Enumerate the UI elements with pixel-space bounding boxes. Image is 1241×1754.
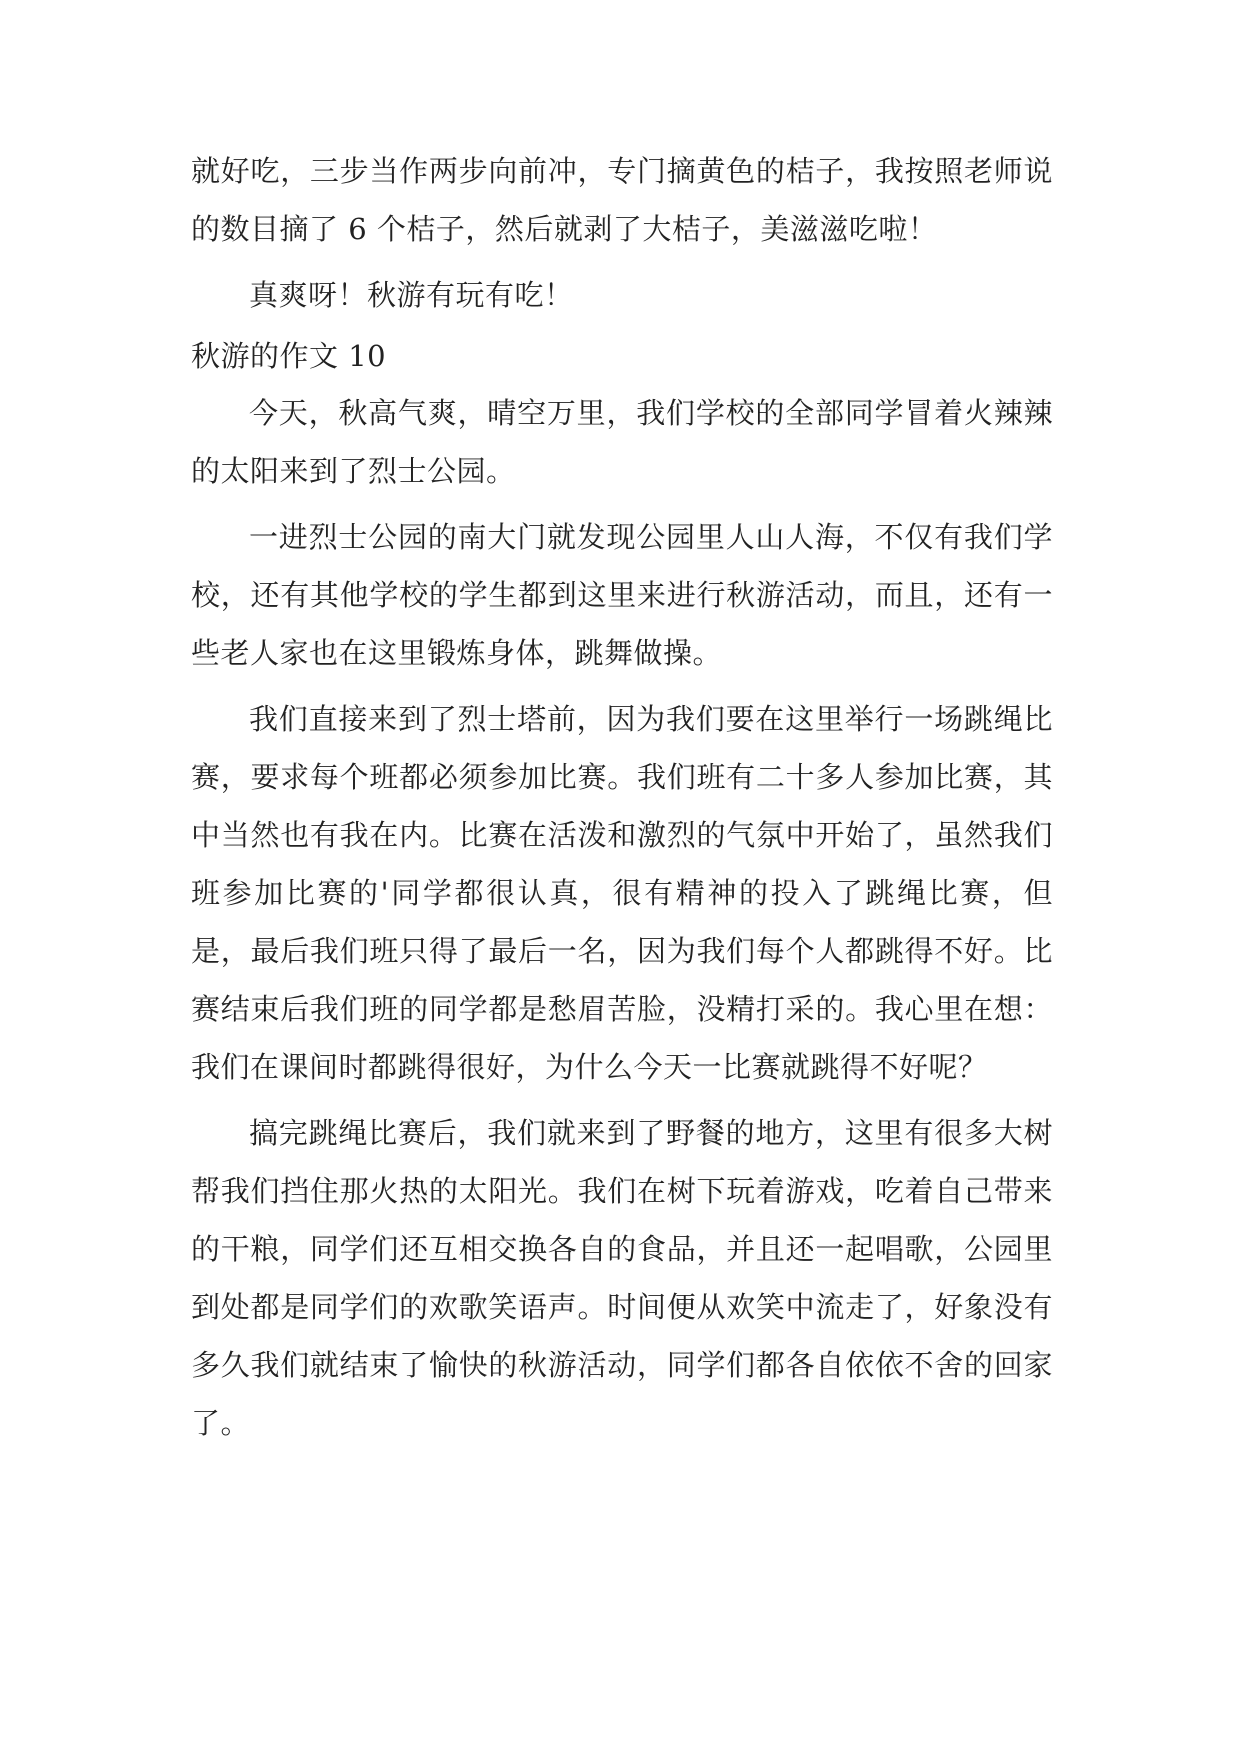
document-body: [191, 142, 1053, 1460]
paragraph-4: 搞完跳绳比赛后，我们就来到了野餐的地方，这里有很多大树帮我们挡住那火热的太阳光。我们在树下玩着游戏，吃着自己带来的干粮，同学们还互相交换各自的食品，并且还一起唱歌，公园里到处都是同学们的欢歌笑语声。时间便从欢笑中流走了，好象没有多久我们就结束了愉快的秋游活动，同学们都各自依依不舍的回家了。: [191, 1116, 1053, 1440]
paragraph-2: 一进烈士公园的南大门就发现公园里人山人海，不仅有我们学校，还有其他学校的学生都到这里来进行秋游活动，而且，还有一些老人家也在这里锻炼身体，跳舞做操。: [191, 520, 1053, 670]
paragraph-continued: 就好吃，三步当作两步向前冲，专门摘黄色的桔子，我按照老师说的数目摘了 6 个桔子，然后就剥了大桔子，美滋滋吃啦！: [191, 154, 1053, 246]
paragraph-3: 我们直接来到了烈士塔前，因为我们要在这里举行一场跳绳比赛，要求每个班都必须参加比赛。我们班有二十多人参加比赛，其中当然也有我在内。比赛在活泼和激烈的气氛中开始了，虽然我们班参加比赛的'同学都很认真，很有精神的投入了跳绳比赛，但是，最后我们班只得了最后一名，因为我们每个人都跳得不好。比赛结束后我们班的同学都是愁眉苦脸，没精打采的。我心里在想：我们在课间时都跳得很好，为什么今天一比赛就跳得不好呢？: [191, 702, 1053, 1084]
paragraph-exclamation: 真爽呀！秋游有玩有吃！: [249, 278, 574, 312]
essay-heading: 秋游的作文 10: [191, 339, 387, 373]
paragraph-1: 今天，秋高气爽，晴空万里，我们学校的全部同学冒着火辣辣的太阳来到了烈士公园。: [191, 396, 1053, 488]
